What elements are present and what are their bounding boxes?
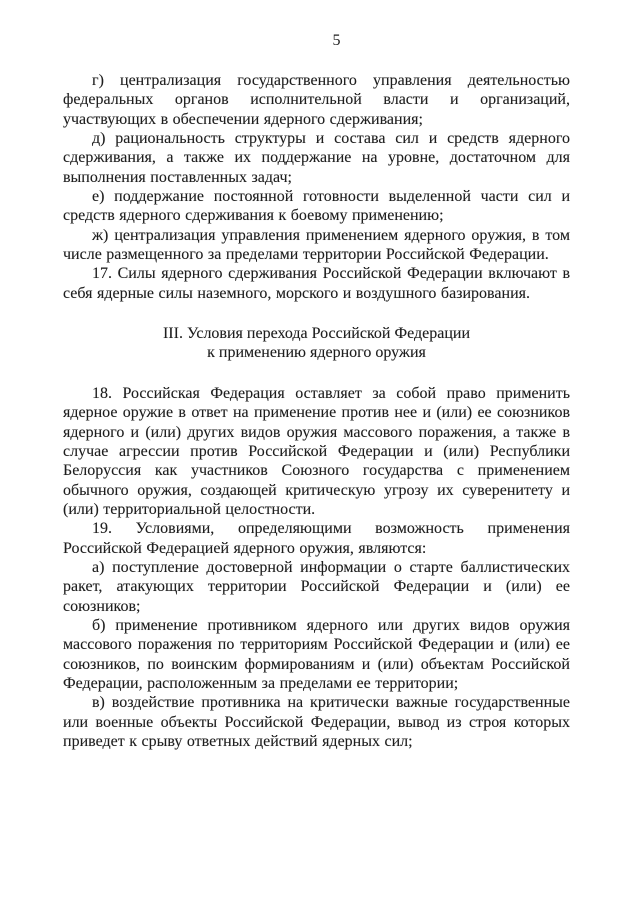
paragraph-19: 19. Условиями, определяющими возможность применения Российской Федерацией ядерного оружия, являются: <box>63 520 570 557</box>
paragraph-17: 17. Силы ядерного сдерживания Российской Федерации включают в себя ядерные силы наземного, морского и воздушного базирования. <box>63 265 570 302</box>
paragraph-item-zh: ж) централизация управления применением ядерного оружия, в том числе размещенного за пределами территории Российской Федерации. <box>63 226 570 264</box>
paragraph-item-d: д) рациональность структуры и состава сил и средств ядерного сдерживания, а также их поддержание на уровне, достаточном для выполнения поставленных задач; <box>63 130 570 186</box>
paragraph-18: 18. Российская Федерация оставляет за собой право применить ядерное оружие в ответ на применение против нее и (или) ее союзников ядерного и (или) других видов оружия массового поражения, а также в случае агрессии против Российской Федерации и (или) Республики Белоруссия как участников Союзного государства с применением обычного оружия, создающей критическую угрозу их суверенитету и (или) территориальной целостности. <box>63 384 570 518</box>
page-number: 5 <box>332 32 341 49</box>
page-content <box>63 71 570 751</box>
section-heading-line2: к применению ядерного оружия <box>207 344 426 362</box>
paragraph-item-v: в) воздействие противника на критически важные государственные или военные объекты Российской Федерации, вывод из строя которых приведет к срыву ответных действий ядерных сил; <box>63 694 570 750</box>
paragraph-item-g: г) централизация государственного управления деятельностью федеральных органов исполнительной власти и организаций, участвующих в обеспечении ядерного сдерживания; <box>63 72 570 128</box>
section-heading <box>63 324 570 363</box>
paragraph-item-b: б) применение противником ядерного или других видов оружия массового поражения по территориям Российской Федерации и (или) ее союзников, по воинским формированиям и (или) объектам Российской Федерации, расположенным за пределами ее территории; <box>63 616 570 692</box>
section-heading-line1: III. Условия перехода Российской Федерации <box>162 325 471 343</box>
paragraph-item-a: а) поступление достоверной информации о старте баллистических ракет, атакующих территории Российской Федерации и (или) ее союзников; <box>63 558 570 615</box>
paragraph-item-e: е) поддержание постоянной готовности выделенной части сил и средств ядерного сдерживания к боевому применению; <box>63 188 570 225</box>
